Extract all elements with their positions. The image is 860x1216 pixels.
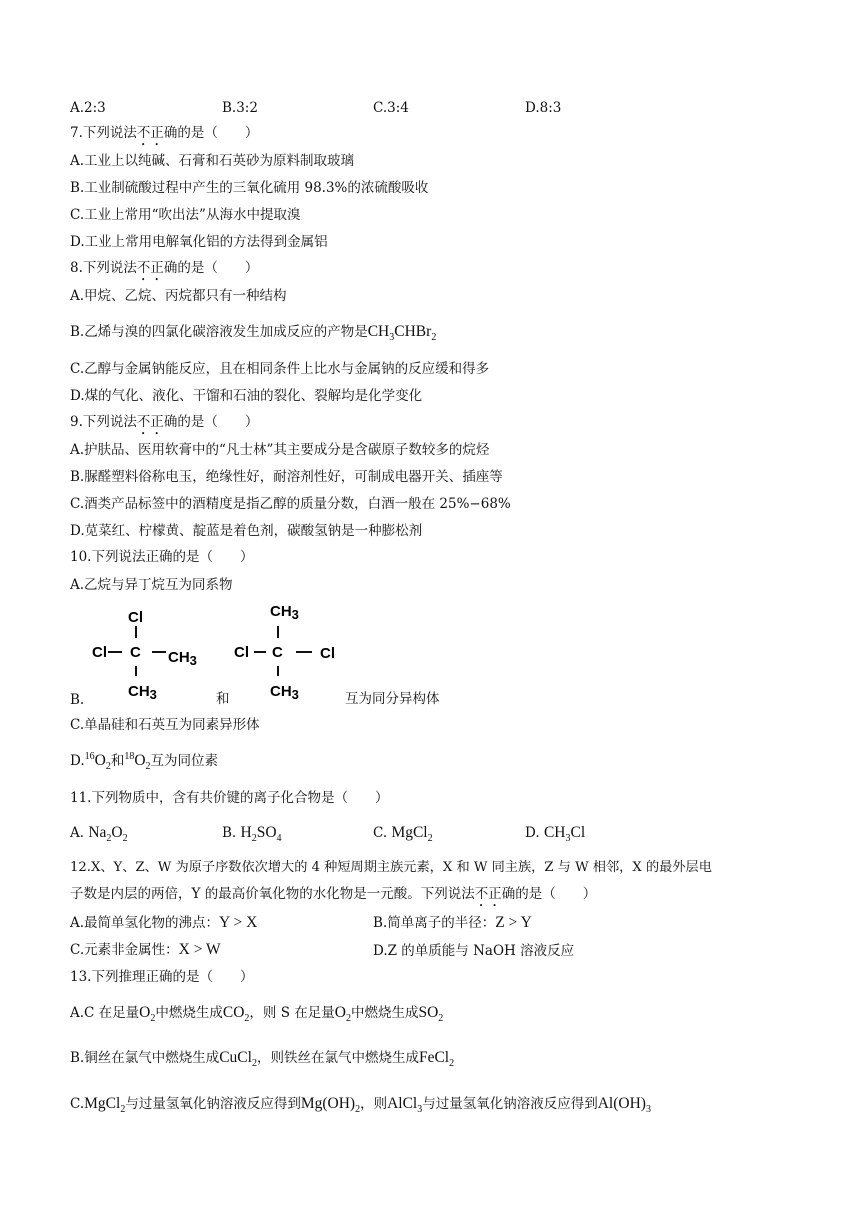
formula: $Al(OH)_3$ [597, 1095, 651, 1116]
q8-option-a: A.甲烷、乙烷、丙烷都只有一种结构 [70, 288, 287, 304]
q6-option-d: D.8:3 [525, 100, 562, 116]
q11-option-d: D. $CH_3Cl$ [525, 824, 586, 845]
formula: Z > Y [495, 914, 532, 931]
q9-option-d: D.苋菜红、柠檬黄、靛蓝是着色剂，碳酸氢钠是一种膨松剂 [70, 523, 423, 539]
formula: $SO_2$ [418, 1004, 444, 1025]
atom-label: C [130, 644, 141, 661]
q7-option-d: D.工业上常用电解氧化铝的方法得到金属铝 [70, 234, 328, 250]
q6-option-c: C.3:4 [373, 100, 409, 116]
q7-stem: 7.下列说法不正确的是（ ） [70, 125, 259, 141]
q7-option-a: A.工业上以纯碱、石膏和石英砂为原料制取玻璃 [70, 153, 355, 169]
q9-option-a: A.护肤品、医用软膏中的“凡士林”其主要成分是含碳原子数较多的烷烃 [70, 442, 490, 458]
formula: FeCl$_2$ [418, 1049, 455, 1070]
formula: AlCl$_3$ [387, 1095, 423, 1116]
atom-label: CH3 [270, 603, 299, 622]
q6-option-b: B.3:2 [222, 100, 258, 116]
formula: MgCl$_2$ [84, 1095, 126, 1116]
q13-option-c: C.MgCl$_2$与过量氢氧化钠溶液反应得到$Mg(OH)_2$，则AlCl$_3$与过量氢氧化钠溶液反应得到$Al(OH)_3$ [70, 1095, 651, 1116]
q10-option-b-and: 和 [216, 691, 230, 707]
structural-formula-1 [90, 600, 220, 700]
formula: $CH_3CHBr_2$ [367, 323, 437, 344]
q8-option-b: B.乙烯与溴的四氯化碳溶液发生加成反应的产物是$CH_3CHBr_2$ [70, 323, 437, 344]
q10-option-b-tail: 互为同分异构体 [345, 691, 440, 707]
q10-option-b-label: B. [70, 692, 85, 708]
q6-option-a: A.2:3 [70, 100, 106, 116]
atom-label: C [272, 644, 283, 661]
q8-option-c: C.乙醇与金属钠能反应，且在相同条件上比水与金属钠的反应缓和得多 [70, 361, 490, 377]
emphasis-mark: 不正 [136, 414, 164, 430]
q13-option-b: B.铜丝在氯气中燃烧生成CuCl$_2$，则铁丝在氯气中燃烧生成FeCl$_2$ [70, 1049, 455, 1070]
q9-option-c: C.酒类产品标签中的酒精度是指乙醇的质量分数，白酒一般在 25%−68% [70, 496, 511, 512]
formula: $^{18}O_2$ [124, 750, 151, 773]
formula: Y > X [219, 914, 258, 931]
formula: $CO_2$ [222, 1004, 250, 1025]
q7-option-b: B.工业制硫酸过程中产生的三氧化硫用 98.3%的浓硫酸吸收 [70, 180, 429, 196]
formula: $CH_3Cl$ [543, 824, 586, 845]
atom-label: CH3 [128, 683, 157, 700]
formula: $Mg(OH)_2$ [300, 1095, 361, 1116]
q11-option-b: B. $H_2SO_4$ [222, 824, 282, 845]
q12-option-a: A.最简单氢化物的沸点：Y > X [70, 914, 258, 931]
formula: $O_2$ [334, 1004, 351, 1025]
formula: $^{16}O_2$ [84, 750, 111, 773]
q10-option-a: A.乙烷与异丁烷互为同系物 [70, 577, 233, 593]
q12-stem-line-1: 12.X、Y、Z、W 为原子序数依次增大的 4 种短周期主族元素，X 和 W 同主族，Z 与 W 相邻，X 的最外层电 [70, 860, 712, 875]
atom-label: Cl [234, 644, 249, 661]
q8-option-d: D.煤的气化、液化、干馏和石油的裂化、裂解均是化学变化 [70, 388, 423, 404]
atom-label: Cl [320, 645, 335, 662]
q9-option-b: B.脲醛塑料俗称电玉，绝缘性好，耐溶剂性好，可制成电器开关、插座等 [70, 469, 503, 485]
q12-option-c: C.元素非金属性：X > W [70, 941, 221, 958]
atom-label: CH3 [168, 649, 197, 668]
formula: $H_2SO_4$ [240, 824, 282, 845]
formula: $Na_2O_2$ [88, 824, 128, 845]
q7-option-c: C.工业上常用“吹出法”从海水中提取溴 [70, 207, 301, 223]
atom-label: CH3 [270, 683, 299, 700]
formula: MgCl$_2$ [391, 824, 433, 845]
q10-stem: 10.下列说法正确的是（ ） [70, 549, 254, 565]
q11-option-a: A. $Na_2O_2$ [70, 824, 128, 845]
q11-option-c: C. MgCl$_2$ [373, 824, 433, 845]
q10-option-c: C.单晶硅和石英互为同素异形体 [70, 717, 260, 733]
atom-label: Cl [92, 644, 107, 661]
q12-stem-line-2: 子数是内层的两倍，Y 的最高价氧化物的水化物是一元酸。下列说法不正确的是（ ） [70, 886, 597, 902]
emphasis-mark: 不正 [136, 125, 164, 141]
q11-stem: 11.下列物质中，含有共价键的离子化合物是（ ） [70, 790, 389, 806]
formula: CuCl$_2$ [219, 1049, 257, 1070]
q10-option-d: $D.^{16}O_2$和$^{18}O_2$互为同位素 [70, 750, 219, 773]
q13-option-a: A.C 在足量$O_2$中燃烧生成$CO_2$，则 S 在足量$O_2$中燃烧生成$SO_2$ [70, 1004, 444, 1025]
q13-stem: 13.下列推理正确的是（ ） [70, 969, 254, 985]
q12-option-d: D.Z 的单质能与 NaOH 溶液反应 [373, 943, 575, 959]
structural-formula-2 [232, 600, 362, 700]
q12-option-b: B.简单离子的半径：Z > Y [373, 914, 532, 931]
q8-stem: 8.下列说法不正确的是（ ） [70, 260, 259, 276]
emphasis-mark: 不正 [474, 886, 502, 902]
emphasis-mark: 不正 [136, 260, 164, 276]
formula: X > W [178, 941, 221, 958]
atom-label: Cl [128, 609, 143, 626]
formula: $O_2$ [139, 1004, 156, 1025]
q9-stem: 9.下列说法不正确的是（ ） [70, 414, 259, 430]
